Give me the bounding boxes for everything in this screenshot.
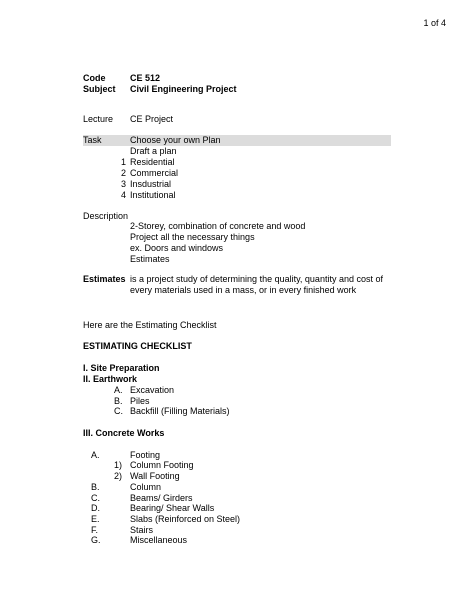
- concrete-letter: F.: [91, 525, 99, 535]
- code-value: CE 512: [130, 73, 161, 83]
- footing-sub-num: 2): [114, 471, 123, 481]
- footing-sub-num: 1): [114, 460, 123, 470]
- task-draft: Draft a plan: [130, 146, 177, 156]
- subject-value: Civil Engineering Project: [130, 84, 237, 94]
- description-line: ex. Doors and windows: [130, 243, 224, 253]
- description-label: Description: [83, 211, 129, 221]
- section-site-preparation: I. Site Preparation: [83, 363, 160, 373]
- estimates-line: every materials used in a mass, or in every finished work: [130, 285, 357, 295]
- task-value: Choose your own Plan: [130, 135, 221, 145]
- task-item-num: 1: [121, 157, 127, 167]
- task-item-num: 3: [121, 179, 127, 189]
- earthwork-letter: B.: [114, 396, 123, 406]
- earthwork-letter: C.: [114, 406, 123, 416]
- lecture-value: CE Project: [130, 114, 174, 124]
- concrete-item: Column: [130, 482, 162, 492]
- estimates-label: Estimates: [83, 274, 126, 284]
- task-label: Task: [83, 135, 102, 145]
- section-concrete-works: III. Concrete Works: [83, 428, 165, 438]
- task-item-text: Insdustrial: [130, 179, 172, 189]
- earthwork-item: Backfill (Filling Materials): [130, 406, 230, 416]
- footing-sub-item: Wall Footing: [130, 471, 180, 481]
- description-line: Estimates: [130, 254, 170, 264]
- earthwork-item: Piles: [130, 396, 150, 406]
- page-number: 1 of 4: [423, 18, 446, 28]
- estimates-line: is a project study of determining the quality, quantity and cost of: [130, 274, 383, 284]
- task-item-text: Commercial: [130, 168, 179, 178]
- checklist-title: ESTIMATING CHECKLIST: [83, 341, 192, 351]
- section-earthwork: II. Earthwork: [83, 374, 138, 384]
- concrete-item: Miscellaneous: [130, 535, 188, 545]
- subject-label: Subject: [83, 84, 116, 94]
- earthwork-item: Excavation: [130, 385, 175, 395]
- concrete-item: Bearing/ Shear Walls: [130, 503, 215, 513]
- description-line: 2-Storey, combination of concrete and wood: [130, 221, 306, 231]
- concrete-letter: E.: [91, 514, 100, 524]
- lecture-label: Lecture: [83, 114, 114, 124]
- earthwork-letter: A.: [114, 385, 123, 395]
- task-item-num: 4: [121, 190, 127, 200]
- concrete-letter: G.: [91, 535, 101, 545]
- intro-text: Here are the Estimating Checklist: [83, 320, 217, 330]
- concrete-letter: C.: [91, 493, 100, 503]
- description-line: Project all the necessary things: [130, 232, 255, 242]
- concrete-letter: A.: [91, 450, 100, 460]
- task-item-text: Residential: [130, 157, 175, 167]
- concrete-letter: D.: [91, 503, 100, 513]
- concrete-item: Footing: [130, 450, 161, 460]
- code-label: Code: [83, 73, 106, 83]
- concrete-item: Slabs (Reinforced on Steel): [130, 514, 241, 524]
- footing-sub-item: Column Footing: [130, 460, 194, 470]
- task-item-text: Institutional: [130, 190, 176, 200]
- task-item-num: 2: [121, 168, 127, 178]
- concrete-letter: B.: [91, 482, 100, 492]
- concrete-item: Stairs: [130, 525, 154, 535]
- concrete-item: Beams/ Girders: [130, 493, 193, 503]
